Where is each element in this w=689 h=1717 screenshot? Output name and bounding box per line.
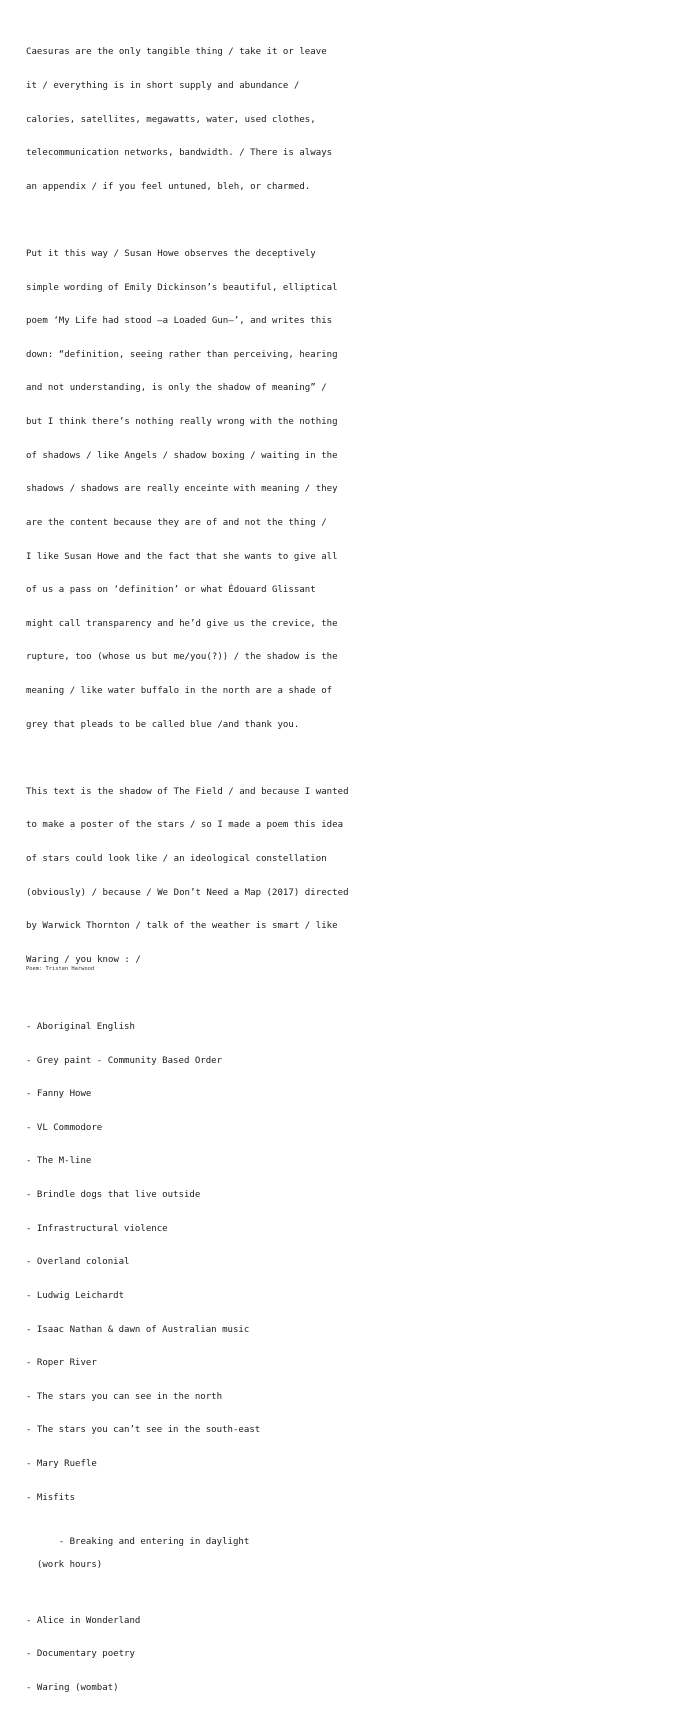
text-line: rupture, too (whose us but me/you(?)) / the shadow is the [26,652,338,663]
text-line: of us a pass on ‘definition’ or what Édouard Glissant [26,585,316,596]
text-line: of stars could look like / an ideological constellation [26,854,327,864]
text-line: meaning / like water buffalo in the north are a shade of [26,685,333,696]
list-item-multiline [26,1526,346,1593]
list-item: - Overland colonial [26,1257,130,1268]
text-line: simple wording of Emily Dickinson’s beautiful, elliptical [26,282,338,293]
list-item: - The stars you can see in the north [26,1391,223,1402]
list-item: - Alice in Wonderland [26,1615,141,1626]
text-line: are the content because they are of and not the thing / [26,517,327,528]
text-line: calories, satellites, megawatts, water, used clothes, [26,114,316,125]
list-item: - Brindle dogs that live outside [26,1190,201,1201]
poem-body [26,25,349,1717]
paragraph-1 [26,25,346,215]
list-item: - Fanny Howe [26,1089,92,1100]
text-line: I like Susan Howe and the fact that she wants to give all [26,551,338,562]
list-item: - Roper River [26,1358,97,1369]
text-line: Waring / you know : / [26,954,141,965]
list-item: - The M-line [26,1156,92,1167]
list-item: - The stars you can’t see in the south-east [26,1425,261,1436]
list-item: - VL Commodore [26,1122,103,1133]
list-item: - Aboriginal English [26,1022,135,1033]
list-item: - Ludwig Leichardt [26,1290,125,1301]
text-line: down: “definition, seeing rather than perceiving, hearing [26,349,338,360]
text-line: might call transparency and he’d give us the crevice, the [26,618,338,629]
text-line: to make a poster of the stars / so I made a poem this idea [26,820,344,831]
text-line: it / everything is in short supply and abundance / [26,81,300,92]
list-item: - Grey paint - Community Based Order [26,1055,223,1066]
text-line: telecommunication networks, bandwidth. / There is always [26,148,333,159]
text-line: an appendix / if you feel untuned, bleh, or charmed. [26,181,311,192]
text-line: shadows / shadows are really enceinte with meaning / they [26,484,338,495]
constellation-list [26,1000,346,1717]
list-item: - Infrastructural violence [26,1223,168,1234]
text-line: (obviously) / because / We Don’t Need a Map (2017) directed [26,887,349,898]
text-line: Put it this way / Susan Howe observes the deceptively [26,249,316,260]
poem-credit: Poem: Tristen Harwood [26,966,95,972]
text-line: grey that pleads to be called blue /and thank you. [26,719,300,730]
list-item: - Misfits [26,1492,76,1503]
list-item-text: - Breaking and entering in daylight [58,1537,250,1548]
paragraph-3 [26,764,349,988]
text-line: and not understanding, is only the shadow of meaning” / [26,383,327,394]
list-item: - Mary Ruefle [26,1458,97,1469]
paragraph-2 [26,227,346,754]
text-line: but I think there’s nothing really wrong with the nothing [26,417,338,428]
list-item: - Waring (wombat) [26,1683,119,1694]
text-line: This text is the shadow of The Field / and because I wanted [26,786,349,797]
list-item: - Isaac Nathan & dawn of Australian music [26,1324,250,1335]
list-item-continuation: (work hours) [26,1559,103,1570]
text-line: Caesuras are the only tangible thing / take it or leave [26,47,327,58]
text-line: of shadows / like Angels / shadow boxing / waiting in the [26,450,338,461]
text-line: by Warwick Thornton / talk of the weather is smart / like [26,921,338,932]
text-line: poem ‘My Life had stood –a Loaded Gun–’, and writes this [26,316,333,327]
list-item: - Documentary poetry [26,1649,135,1660]
